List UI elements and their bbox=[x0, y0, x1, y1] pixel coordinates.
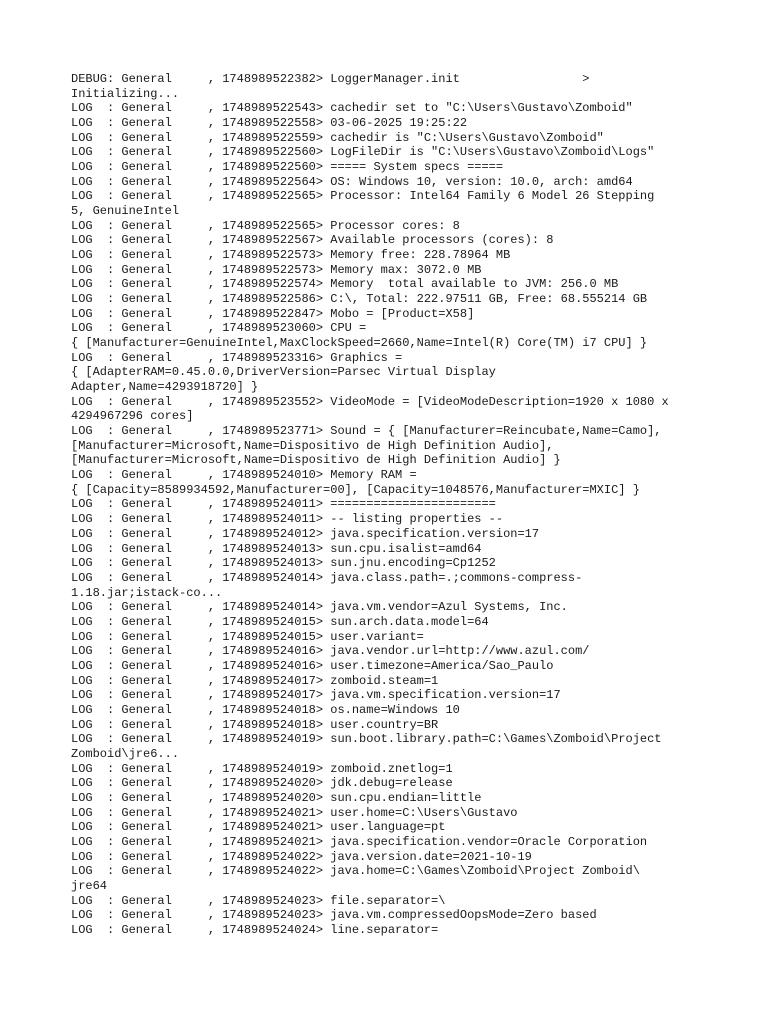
log-line: LOG : General , 1748989524023> java.vm.compressedOopsMode=Zero based bbox=[71, 908, 597, 923]
log-line: LOG : General , 1748989524021> java.specification.vendor=Oracle Corporation bbox=[71, 834, 648, 849]
log-line: LOG : General , 1748989524013> sun.cpu.isalist=amd64 bbox=[71, 541, 482, 556]
log-line: 4294967296 cores] bbox=[71, 409, 194, 424]
log-line: Initializing... bbox=[71, 86, 180, 101]
log-line: LOG : General , 1748989524011> ======================= bbox=[71, 497, 496, 512]
log-line: LOG : General , 1748989523060> CPU = bbox=[71, 321, 367, 336]
log-line: LOG : General , 1748989522573> Memory free: 228.78964 MB bbox=[71, 248, 511, 263]
log-line: [Manufacturer=Microsoft,Name=Dispositivo de High Definition Audio], bbox=[71, 438, 554, 453]
log-line: LOG : General , 1748989524021> user.home=C:\Users\Gustavo bbox=[71, 805, 518, 820]
log-line: LOG : General , 1748989522565> Processor cores: 8 bbox=[71, 218, 460, 233]
log-line: LOG : General , 1748989524022> java.home=C:\Games\Zomboid\Project Zomboid\ bbox=[71, 864, 640, 879]
log-line: LOG : General , 1748989523316> Graphics = bbox=[71, 350, 403, 365]
log-line: LOG : General , 1748989523771> Sound = { [Manufacturer=Reincubate,Name=Camo], bbox=[71, 424, 662, 439]
log-line: LOG : General , 1748989524015> sun.arch.data.model=64 bbox=[71, 614, 489, 629]
log-line: jre64 bbox=[71, 878, 108, 893]
log-line: LOG : General , 1748989524017> zomboid.steam=1 bbox=[71, 673, 439, 688]
log-line: LOG : General , 1748989522560> ===== System specs ===== bbox=[71, 160, 504, 175]
log-line: LOG : General , 1748989524023> file.separator=\ bbox=[71, 893, 446, 908]
log-line: LOG : General , 1748989522574> Memory total available to JVM: 256.0 MB bbox=[71, 277, 619, 292]
log-line: LOG : General , 1748989524017> java.vm.specification.version=17 bbox=[71, 688, 561, 703]
log-line: LOG : General , 1748989524021> user.language=pt bbox=[71, 820, 446, 835]
log-line: { [Manufacturer=GenuineIntel,MaxClockSpeed=2660,Name=Intel(R) Core(TM) i7 CPU] } bbox=[71, 336, 648, 351]
log-line: LOG : General , 1748989524018> os.name=Windows 10 bbox=[71, 702, 460, 717]
log-line: LOG : General , 1748989524011> -- listing properties -- bbox=[71, 512, 504, 527]
log-line: LOG : General , 1748989524020> sun.cpu.endian=little bbox=[71, 790, 482, 805]
log-line: LOG : General , 1748989524013> sun.jnu.encoding=Cp1252 bbox=[71, 556, 496, 571]
log-line: Zomboid\jre6... bbox=[71, 746, 180, 761]
log-line: LOG : General , 1748989524014> java.class.path=.;commons-compress- bbox=[71, 570, 583, 585]
log-line: LOG : General , 1748989522586> C:\, Total: 222.97511 GB, Free: 68.555214 GB bbox=[71, 292, 648, 307]
log-line: LOG : General , 1748989522560> LogFileDir is "C:\Users\Gustavo\Zomboid\Logs" bbox=[71, 145, 655, 160]
log-line: DEBUG: General , 1748989522382> LoggerManager.init > bbox=[71, 72, 590, 86]
log-line: LOG : General , 1748989524020> jdk.debug=release bbox=[71, 776, 453, 791]
log-line: LOG : General , 1748989522847> Mobo = [Product=X58] bbox=[71, 306, 475, 321]
log-line: LOG : General , 1748989522558> 03-06-2025 19:25:22 bbox=[71, 116, 468, 131]
log-line: Adapter,Name=4293918720] } bbox=[71, 380, 259, 395]
log-line: LOG : General , 1748989522565> Processor: Intel64 Family 6 Model 26 Stepping bbox=[71, 189, 655, 204]
log-line: LOG : General , 1748989524012> java.specification.version=17 bbox=[71, 526, 540, 541]
log-line: { [Capacity=8589934592,Manufacturer=00], [Capacity=1048576,Manufacturer=MXIC] } bbox=[71, 482, 640, 497]
log-line: 5, GenuineIntel bbox=[71, 204, 180, 219]
log-line: LOG : General , 1748989524022> java.version.date=2021-10-19 bbox=[71, 849, 532, 864]
log-line: LOG : General , 1748989522564> OS: Windows 10, version: 10.0, arch: amd64 bbox=[71, 174, 633, 189]
log-line: LOG : General , 1748989524015> user.variant= bbox=[71, 629, 424, 644]
log-line: LOG : General , 1748989522567> Available processors (cores): 8 bbox=[71, 233, 554, 248]
log-line: LOG : General , 1748989524016> java.vendor.url=http://www.azul.com/ bbox=[71, 644, 590, 659]
log-line: LOG : General , 1748989524018> user.country=BR bbox=[71, 717, 439, 732]
log-line: LOG : General , 1748989524010> Memory RAM = bbox=[71, 468, 417, 483]
log-line: LOG : General , 1748989522573> Memory max: 3072.0 MB bbox=[71, 262, 482, 277]
log-line: [Manufacturer=Microsoft,Name=Dispositivo de High Definition Audio] } bbox=[71, 453, 561, 468]
log-line: LOG : General , 1748989522543> cachedir set to "C:\Users\Gustavo\Zomboid" bbox=[71, 101, 633, 116]
log-line: LOG : General , 1748989524019> sun.boot.library.path=C:\Games\Zomboid\Project bbox=[71, 732, 662, 747]
log-line: LOG : General , 1748989522559> cachedir is "C:\Users\Gustavo\Zomboid" bbox=[71, 130, 604, 145]
log-line: { [AdapterRAM=0.45.0.0,DriverVersion=Parsec Virtual Display bbox=[71, 365, 496, 380]
log-line: LOG : General , 1748989523552> VideoMode = [VideoModeDescription=1920 x 1080 x bbox=[71, 394, 669, 409]
log-line: LOG : General , 1748989524024> line.separator= bbox=[71, 922, 439, 937]
log-line: LOG : General , 1748989524019> zomboid.znetlog=1 bbox=[71, 761, 453, 776]
log-line: LOG : General , 1748989524016> user.timezone=America/Sao_Paulo bbox=[71, 658, 554, 673]
log-line: 1.18.jar;istack-co... bbox=[71, 585, 223, 600]
log-document bbox=[71, 72, 721, 938]
log-line: LOG : General , 1748989524014> java.vm.vendor=Azul Systems, Inc. bbox=[71, 600, 568, 615]
